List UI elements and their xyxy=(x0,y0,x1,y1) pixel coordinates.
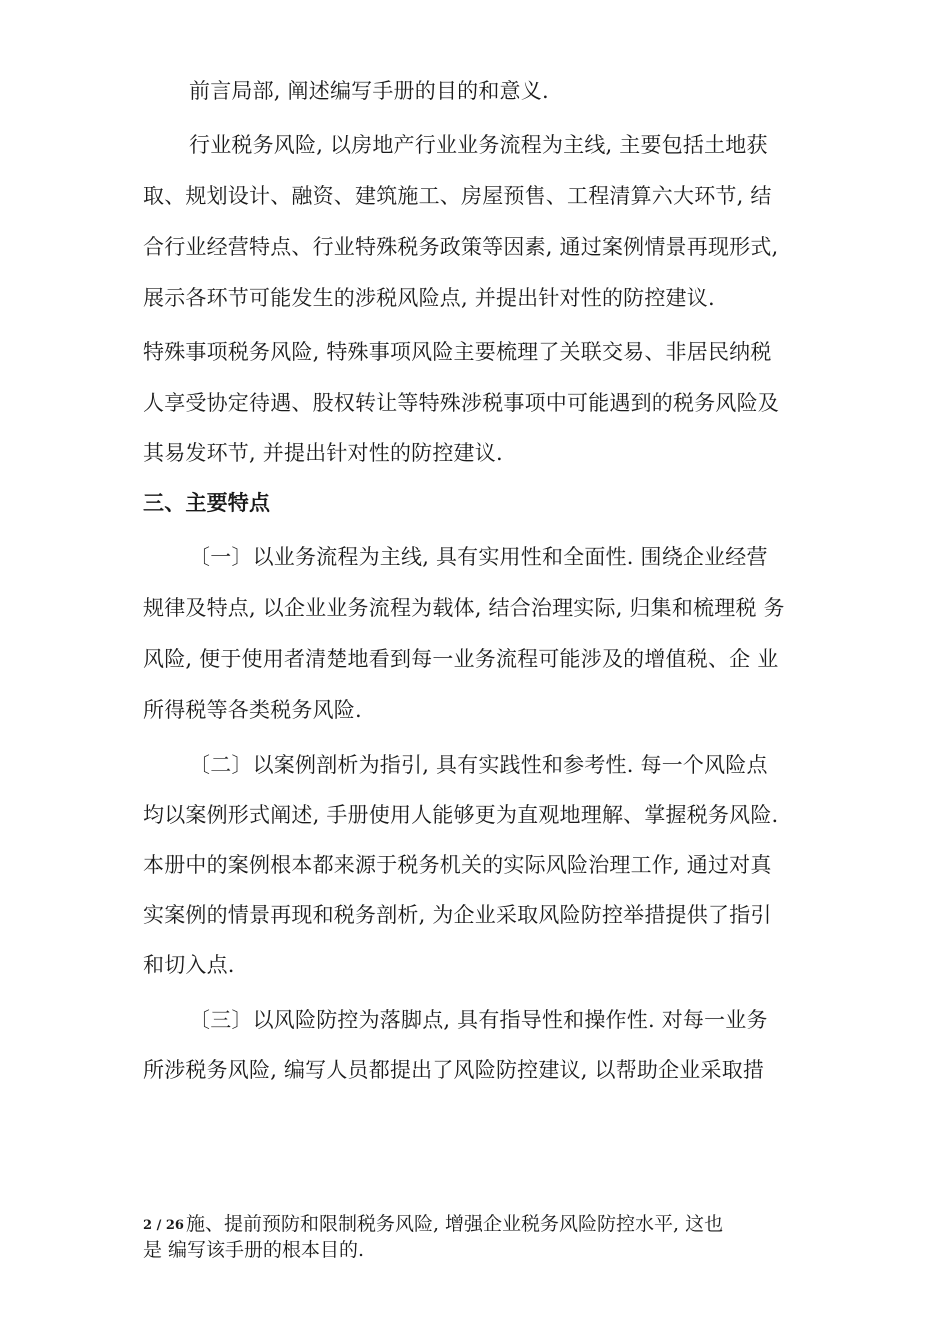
paragraph-line: 〔三〕以风险防控为落脚点, 具有指导性和操作性. 对每一业务 xyxy=(189,1008,768,1032)
paragraph-line: 取、规划设计、融资、建筑施工、房屋预售、工程清算六大环节, 结 xyxy=(143,184,772,208)
paragraph-line: 前言局部, 阐述编写手册的目的和意义. xyxy=(189,79,549,103)
paragraph-line: 风险, 便于使用者清楚地看到每一业务流程可能涉及的增值税、企 业 xyxy=(143,647,779,671)
page-number: 2 / 26 xyxy=(143,1218,184,1233)
paragraph-line: 本册中的案例根本都来源于税务机关的实际风险治理工作, 通过对真 xyxy=(143,853,772,877)
paragraph-line: 人享受协定待遇、股权转让等特殊涉税事项中可能遇到的税务风险及 xyxy=(143,391,779,415)
paragraph-line: 〔二〕以案例剖析为指引, 具有实践性和参考性. 每一个风险点 xyxy=(189,753,768,777)
paragraph-line: 规律及特点, 以企业业务流程为载体, 结合治理实际, 归集和梳理税 务 xyxy=(143,596,785,620)
paragraph-line: 行业税务风险, 以房地产行业业务流程为主线, 主要包括土地获 xyxy=(189,133,768,157)
footer-line-2: 是 编写该手册的根本目的. xyxy=(143,1239,365,1261)
paragraph-line: 特殊事项税务风险, 特殊事项风险主要梳理了关联交易、非居民纳税 xyxy=(143,340,772,364)
paragraph-line: 〔一〕以业务流程为主线, 具有实用性和全面性. 围绕企业经营 xyxy=(189,545,768,569)
paragraph-line: 所得税等各类税务风险. xyxy=(143,698,362,722)
paragraph-line: 实案例的情景再现和税务剖析, 为企业采取风险防控举措提供了指引 xyxy=(143,903,772,927)
paragraph-line: 合行业经营特点、行业特殊税务政策等因素, 通过案例情景再现形式, xyxy=(143,235,779,259)
paragraph-line: 所涉税务风险, 编写人员都提出了风险防控建议, 以帮助企业采取措 xyxy=(143,1058,765,1082)
paragraph-line: 均以案例形式阐述, 手册使用人能够更为直观地理解、掌握税务风险. xyxy=(143,803,779,827)
paragraph-line: 和切入点. xyxy=(143,953,235,977)
paragraph-line: 其易发环节, 并提出针对性的防控建议. xyxy=(143,441,503,465)
footer-line-1 xyxy=(143,1212,823,1238)
footer-text: 施、提前预防和限制税务风险, 增强企业税务风险防控水平, 这也 xyxy=(185,1213,724,1235)
paragraph-line: 展示各环节可能发生的涉税风险点, 并提出针对性的防控建议. xyxy=(143,286,715,310)
section-heading: 三、主要特点 xyxy=(143,491,271,515)
